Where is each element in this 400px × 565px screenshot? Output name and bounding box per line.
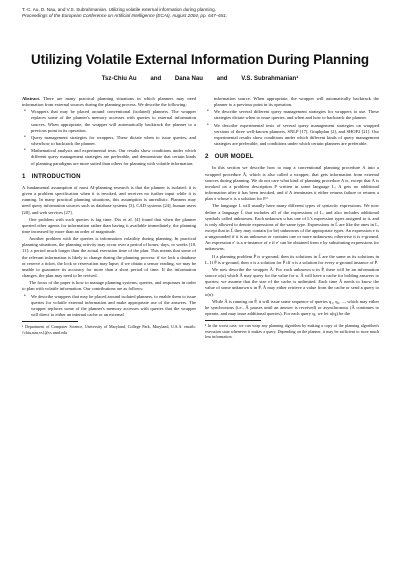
footnote-affiliation: ¹ Department of Computer Science, University of Maryland, College Park, Maryland, U.S.A. emails: {chiu,nau,vs}@cs.umd.edu (22, 324, 196, 335)
author-name: V.S. Subrahmanian¹ (241, 75, 299, 82)
bullet-icon: • (24, 109, 26, 115)
footnote-wrapping: ² In the worst case, we can wrap any planning algorithm by making a copy of the planning algorithm's execution state whenever it makes a query. Depending on the planner, it may be sufficient to store much less information. (205, 323, 379, 339)
section-number: 2 (205, 153, 209, 161)
bullet-icon: • (24, 148, 26, 154)
contribution-bullet-text: We describe several different query management strategies for wrappers to use. These strategies dictate when to issue queries, and when and how to backtrack the planner. (214, 109, 379, 121)
body-paragraph: The focus of the paper is how to manage planning systems, queries, and responses in order to plan with volatile information. Our contributions are as follows: (22, 280, 196, 292)
footnote-divider (205, 320, 261, 321)
bullet-icon: • (207, 122, 209, 128)
list-item (205, 109, 379, 121)
author-separator: and (216, 75, 228, 82)
author-separator: and (150, 75, 162, 82)
abstract-label: Abstract. (22, 96, 41, 101)
body-paragraph: Another problem with the queries is information volatility during planning. In practical planning situations, the planning activity may occur over a period of hours, days, or weeks [18, 11]: a period much longer than the actual execution time of the plan. This means that some of the relevant information is likely to change during the planning process: if we lock a database or reserve a ticket, the lock or reservation may lapse; if we obtain a sensor reading, we may be unable to guarantee its accuracy for more than a short period of time. If the information changes, the plan may need to be revised. (22, 236, 196, 279)
body-paragraph: While Â is running on P̂, it will issue some sequence of queries q₁, q₂, ..., which may either be synchronous (i.e., Â pauses until an answer is received) or asynchronous (Â continues to operate, and may issue additional queries). For each query qᵢ, we let u(qᵢ) be the (205, 298, 379, 316)
list-item (22, 148, 196, 166)
author-name: Dana Nau (174, 75, 203, 82)
citation-header (22, 7, 382, 20)
abstract-text: There are many practical planning situations in which planners may need information from external sources during the planning process. We describe the following: (22, 96, 197, 108)
body-paragraph: If a planning problem P̂ is u-ground, then its solutions in L̂ are the same as its solutions in L. If P̂ is u-ground, then π is a solution for P̂ iff π is a solution for every u-ground instance of P̂. (205, 253, 379, 265)
continued-bullet-text: information source. When appropriate, the wrapper will automatically backtrack the planner to a previous point in its operation. (214, 96, 379, 108)
author-name: Tsz-Chiu Au (101, 75, 137, 82)
footnote-divider (22, 321, 78, 322)
section-number: 1 (22, 172, 26, 180)
section-title: OUR MODEL (214, 153, 254, 161)
bullet-icon: • (24, 134, 26, 140)
section-heading-introduction (22, 174, 196, 180)
list-item (22, 294, 196, 319)
body-paragraph: One problem with such queries is lag time. Dix et al. [4] found that when the planner queried other agents for information rather than having it available immediately, the planning time increased by more than an order of magnitude. (22, 216, 196, 234)
list-item (205, 123, 379, 148)
bullet-icon: • (207, 109, 209, 115)
body-paragraph: A fundamental assumption of most AI-planning research is that the planner is isolated: it is given a problem specification when it is invoked, and receives no further input while it is running. In many practical planning situations, this assumption is unrealistic. Planners may need query information sources such as database systems [3], CAD systems [24], human users [20], and web services [27]. (22, 184, 196, 215)
author-list (0, 75, 400, 82)
body-paragraph: The language L will usually have many different types of syntactic expressions. We now define a language L̂ that includes all of the expressions of L, and also includes additional symbols called unknowns. Each unknown u has one of L's expression types assigned to it, and is only allowed to denote expressions of the same type. Expressions in L̂ are like the ones in L, except that in L̂ they may contain (or be) unknowns of the appropriate types. An expression e is u-ungrounded if it is an unknown or contains one or more unknowns; otherwise it is e-ground. An expression e' is a u-instance of e if e' can be obtained from e by substituting expressions for unknowns. (205, 203, 379, 252)
paper-title: Utilizing Volatile External Information During Planning (31, 52, 369, 67)
contribution-bullet-text: We describe wrappers that may be placed around isolated planners, to enable them to issue queries for volatile external information and make appropriate use of the answers. The wrapper replaces some of the planner's memory accesses with queries that the wrapper will direct to either an internal cache or an external (31, 293, 196, 317)
abstract-bullet-text: Query management strategies for wrappers. These dictate when to issue queries, and when/how to backtrack the planner. (31, 134, 196, 147)
list-item (22, 109, 196, 134)
body-paragraph: In this section we describe how to map a conventional planning procedure A into a wrapped procedure Â, which is also called a wrapper, that gets information from external sources during planning. We do not care what kind of planning procedure A is, except that A is invoked on a problem description P written in some language L, A gets no additional information after it has been invoked, and if A terminates it either returns failure or returns a plan π whose π is a solution for P.² (205, 165, 379, 202)
contribution-bullet-text: We describe experimental tests of several query management strategies on wrapped versions of three well-known planners, SNLP [17], Graphplan [2], and SHOP2 [21]. Our experimental results show conditions under which different kinds of query management strategies are preferable, and conditions under which certain planners are preferable. (214, 122, 379, 147)
abstract-bullet-text: Wrappers that may be placed around conventional (isolated) planners. The wrapper replaces some of the planner's memory accesses with queries to external information sources. When appropriate, the wrapper will automatically backtrack the planner to a previous point in its operation. (31, 109, 196, 133)
section-title: INTRODUCTION (31, 172, 81, 180)
section-heading-our-model (205, 154, 379, 160)
bullet-icon: • (24, 293, 26, 299)
citation-line: T.-C. Au, D. Nau, and V.S. Subrahmanian. Utilizing volatile external information during planning. (22, 7, 216, 12)
abstract-paragraph (22, 96, 196, 108)
left-column (22, 96, 196, 335)
contribution-bullet-list-continued (205, 109, 379, 147)
body-paragraph: We now describe the wrapper Â. For each unknown u in P̂, there will be an information source σ(u) which Â may query for the value for u. Â will have a cache for holding answers to queries; we assume that the size of the cache is unlimited. Each time Â needs to know the value of some unknown u in P̂, Â may either retrieve a value from the cache or send a query to σ(u). (205, 266, 379, 297)
proceedings-line: Proceedings of the European Conference on Artificial Intelligence (ECAI), August 2004, pp. 647–651. (22, 13, 228, 19)
abstract-bullet-list (22, 109, 196, 166)
list-item (22, 135, 196, 147)
contribution-bullet-list (22, 294, 196, 319)
abstract-bullet-text: Mathematical analysis and experimental tests. Our results show conditions under which different query management strategies are preferable, and demonstrate that certain kinds of planning paradigms are more suited than others for planning with volatile information. (31, 148, 196, 166)
right-column (205, 96, 379, 339)
